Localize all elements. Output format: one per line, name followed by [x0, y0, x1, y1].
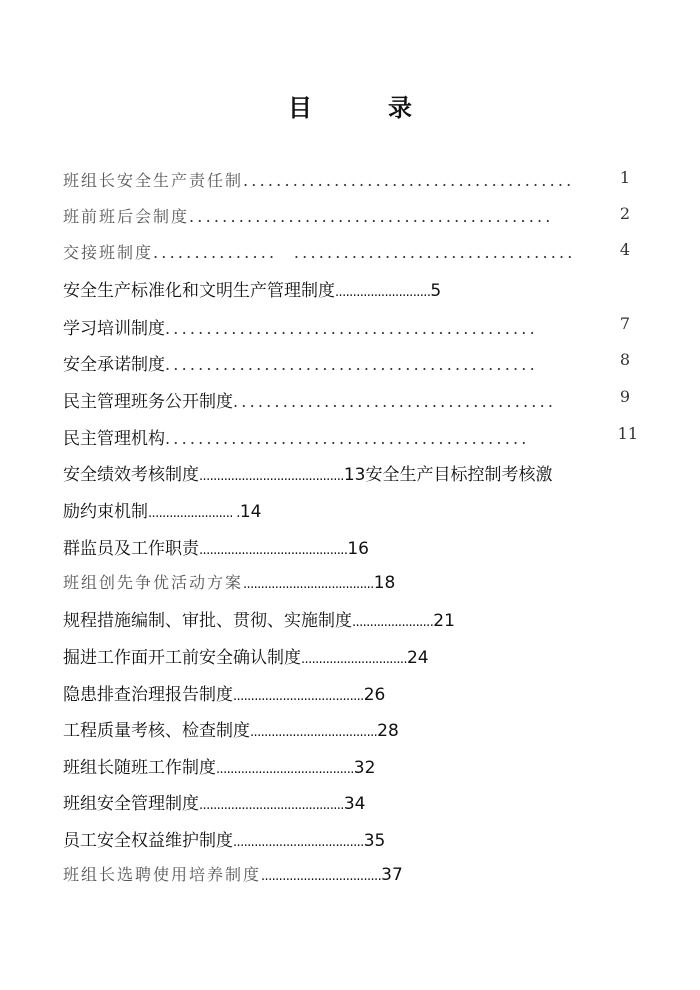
toc-entry-page: 1 [619, 168, 630, 187]
page-title: 目 录 [288, 94, 438, 122]
toc-entry-label: 工程质量考核、检查制度 [63, 721, 250, 741]
toc-entry-label: 民主管理班务公开制度 [63, 392, 233, 412]
toc-entry-page: 2 [619, 204, 630, 223]
toc-entry[interactable] [63, 789, 365, 814]
toc-entry-page: 16 [347, 539, 369, 559]
toc-entry-leader: ........................ . [148, 506, 240, 521]
toc-entry-leader: ........................................ [243, 171, 575, 190]
toc-entry-leader: ....................... [352, 615, 434, 630]
toc-entry-page: 11 [617, 424, 638, 443]
toc-entry-label: 班组长选聘使用培养制度 [63, 865, 262, 884]
toc-entry-page: 21 [433, 611, 455, 631]
toc-entry[interactable] [63, 460, 552, 485]
toc-entry-leader: .................................. [261, 869, 382, 884]
toc-entry-label: 班组创先争优活动方案 [63, 573, 244, 592]
toc-entry[interactable] [63, 497, 261, 522]
toc-entry[interactable] [63, 424, 530, 449]
toc-entry[interactable] [63, 826, 385, 851]
toc-entry[interactable] [63, 240, 576, 263]
toc-entry-page: 35 [363, 831, 386, 851]
toc-entry-page: 7 [619, 314, 630, 333]
toc-entry[interactable] [63, 643, 429, 668]
toc-entry[interactable] [63, 753, 375, 778]
toc-entry-label: 安全生产标准化和文明生产管理制度 [63, 281, 335, 301]
toc-entry[interactable] [63, 168, 574, 191]
toc-entry-page: 9 [619, 387, 630, 406]
toc-entry[interactable] [63, 680, 385, 705]
toc-entry[interactable] [63, 716, 399, 741]
toc-entry[interactable] [63, 570, 395, 593]
toc-entry-page: 14 [239, 502, 262, 522]
toc-entry-leader: .............................. [301, 652, 407, 667]
toc-entry-label: 隐患排查治理报告制度 [63, 685, 233, 705]
toc-entry-leader: ............... .................................. [153, 243, 576, 262]
toc-entry-label: 安全绩效考核制度 [63, 465, 199, 485]
toc-entry-label: 掘进工作面开工前安全确认制度 [63, 648, 301, 668]
toc-entry-label: 励约束机制 [63, 502, 148, 522]
toc-entry-label: 学习培训制度 [63, 319, 165, 339]
toc-entry[interactable] [63, 276, 441, 301]
toc-entry[interactable] [63, 314, 538, 339]
toc-entry-page: 37 [381, 865, 403, 885]
toc-entry-page: 18 [373, 573, 396, 593]
toc-entry-leader: ......................................... [199, 798, 344, 813]
toc-entry[interactable] [63, 204, 554, 227]
toc-entry-leader: ....................................... [233, 392, 557, 411]
toc-entry-leader: ............................................ [165, 429, 530, 448]
toc-entry-label: 规程措施编制、审批、贯彻、实施制度 [63, 611, 352, 631]
toc-entry[interactable] [63, 534, 369, 559]
toc-entry-label: 班组安全管理制度 [63, 794, 199, 814]
toc-entry-leader: ....................................... [216, 762, 354, 777]
toc-entry-page: 28 [377, 721, 399, 741]
toc-entry-label: 班组长安全生产责任制 [63, 171, 244, 190]
toc-entry-leader: ..................................... [233, 689, 364, 704]
toc-entry-page: 26 [363, 685, 386, 705]
toc-entry-page: 8 [619, 350, 630, 369]
toc-entry-page: 13 [343, 465, 366, 485]
toc-entry[interactable] [63, 350, 538, 375]
toc-entry-page: 32 [353, 758, 376, 778]
toc-entry[interactable] [63, 606, 455, 631]
toc-entry[interactable] [63, 387, 556, 412]
toc-entry-label: 班组长随班工作制度 [63, 758, 216, 778]
toc-entry-leader: .......................................... [199, 543, 348, 558]
toc-entry-leader: ..................................... [243, 577, 374, 592]
toc-entry-label: 安全承诺制度 [63, 355, 165, 375]
toc-entry-leader: ......................................... [199, 469, 344, 484]
toc-entry-page: 4 [619, 240, 630, 259]
toc-entry-page: 34 [343, 794, 366, 814]
toc-entry-leader: ............................................. [165, 319, 538, 338]
toc-entry-label: 员工安全权益维护制度 [63, 831, 233, 851]
toc-entry-leader: ........................... [335, 285, 431, 300]
toc-entry-label: 群监员及工作职责 [63, 539, 199, 559]
toc-entry-label: 班前班后会制度 [63, 207, 190, 226]
toc-entry-label: 民主管理机构 [63, 429, 165, 449]
toc-entry-label: 交接班制度 [63, 243, 154, 262]
toc-entry-leader: ............................................ [189, 207, 554, 226]
toc-entry-page: 24 [406, 648, 429, 668]
toc-entry-page: 5 [430, 281, 442, 301]
toc-entry-leader: ..................................... [233, 835, 364, 850]
toc-entry[interactable] [63, 862, 403, 885]
toc-entry-leader: ............................................. [165, 355, 538, 374]
toc-entry-leader: .................................... [250, 725, 378, 740]
toc-entry-label: 安全生产目标控制考核激 [365, 465, 553, 485]
